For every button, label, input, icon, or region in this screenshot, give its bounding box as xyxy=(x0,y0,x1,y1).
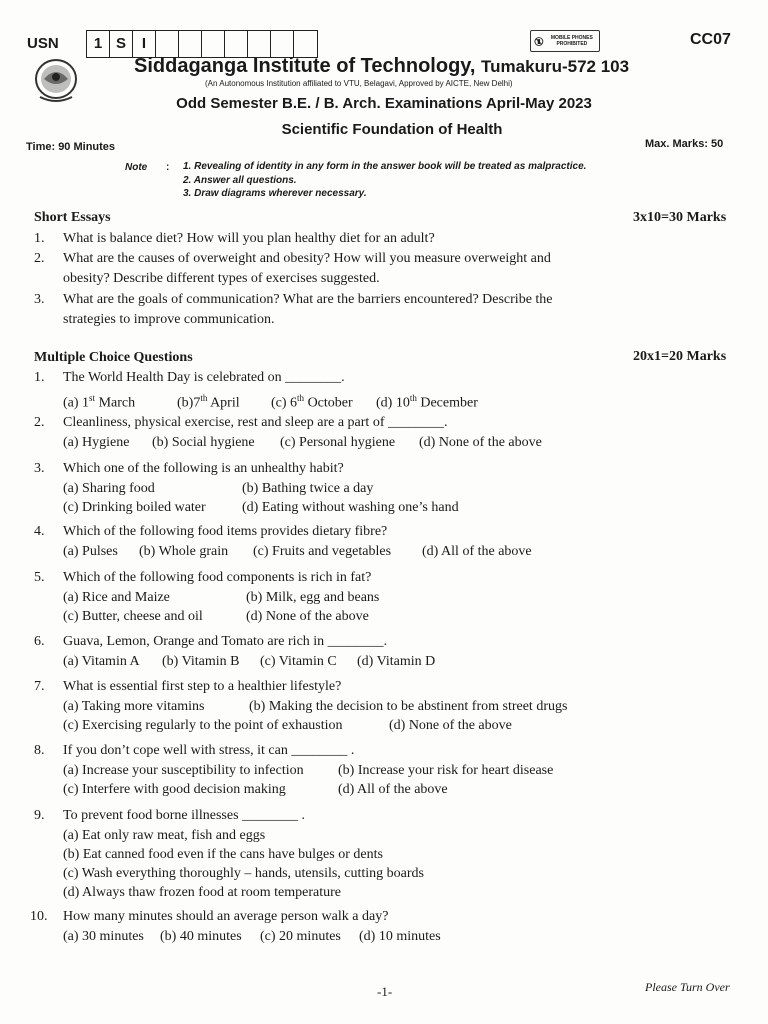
options-row xyxy=(63,864,734,883)
no-phone-icon xyxy=(534,34,544,49)
institute-location: Tumakuru-572 103 xyxy=(481,57,630,76)
option: (d) Eating without washing one’s hand xyxy=(242,500,459,515)
institute-name-text: Siddaganga Institute of Technology, xyxy=(134,55,476,77)
option: (a) Hygiene xyxy=(63,435,130,450)
mcq-question xyxy=(34,677,734,735)
option: (b)7th April xyxy=(177,393,240,411)
option: (d) Always thaw frozen food at room temperature xyxy=(63,885,341,900)
options-row xyxy=(63,433,734,452)
usn-box xyxy=(225,31,248,57)
question-text: The World Health Day is celebrated on ________. xyxy=(63,370,345,385)
options-row xyxy=(63,542,734,561)
usn-box xyxy=(156,31,179,57)
mcq-question xyxy=(34,806,734,902)
option: (d) 10 minutes xyxy=(359,929,441,944)
option: (d) All of the above xyxy=(422,544,532,559)
option: (a) Sharing food xyxy=(63,481,155,496)
question-number: 1. xyxy=(34,370,45,385)
options-row xyxy=(63,607,734,626)
option: (a) Rice and Maize xyxy=(63,590,170,605)
page-number: -1- xyxy=(377,984,393,999)
question-number: 5. xyxy=(34,570,45,585)
options-row xyxy=(63,479,734,498)
mcq-question xyxy=(34,522,734,561)
option: (c) Personal hygiene xyxy=(280,435,396,450)
option: (b) Milk, egg and beans xyxy=(246,590,380,605)
option: (b) Making the decision to be abstinent from street drugs xyxy=(249,699,568,714)
question-text: If you don’t cope well with stress, it can ________ . xyxy=(63,743,355,758)
option: (a) Taking more vitamins xyxy=(63,699,205,714)
question-text: What is balance diet? How will you plan healthy diet for an adult? xyxy=(63,231,435,246)
mcq-heading: Multiple Choice Questions xyxy=(34,350,193,365)
question-number: 6. xyxy=(34,634,45,649)
option: (c) Drinking boiled water xyxy=(63,500,206,515)
question-text: Cleanliness, physical exercise, rest and sleep are a part of ________. xyxy=(63,415,448,430)
usn-box xyxy=(179,31,202,57)
question-text: strategies to improve communication. xyxy=(63,312,275,327)
short-essays-heading: Short Essays xyxy=(34,210,111,225)
option: (c) Exercising regularly to the point of exhaustion xyxy=(63,718,343,733)
mcq-marks: 20x1=20 Marks xyxy=(633,349,727,364)
max-marks: Max. Marks: 50 xyxy=(645,138,724,150)
question-text: Which of the following food items provides dietary fibre? xyxy=(63,524,388,539)
options-row xyxy=(63,588,734,607)
question-number: 4. xyxy=(34,524,45,539)
option: (a) Pulses xyxy=(63,544,118,559)
option: (c) 20 minutes xyxy=(260,929,341,944)
mcq-question xyxy=(34,568,734,626)
option: (d) All of the above xyxy=(338,782,448,797)
option: (d) None of the above xyxy=(246,609,369,624)
mcq-question xyxy=(34,368,734,411)
usn-box: I xyxy=(133,31,156,57)
question-number: 1. xyxy=(34,231,45,246)
note-item: 3. Draw diagrams wherever necessary. xyxy=(183,188,367,199)
essay-question xyxy=(34,290,734,330)
options-row xyxy=(63,697,734,716)
essay-question xyxy=(34,229,734,249)
note-label: Note xyxy=(125,162,148,173)
options-row xyxy=(63,388,734,411)
question-number: 3. xyxy=(34,461,45,476)
mcq-question xyxy=(34,459,734,517)
usn-box: S xyxy=(110,31,133,57)
option: (c) Fruits and vegetables xyxy=(253,544,392,559)
usn-label: USN xyxy=(27,35,59,52)
options-row xyxy=(63,780,734,799)
options-row xyxy=(63,883,734,902)
options-row xyxy=(63,927,734,946)
subject-title: Scientific Foundation of Health xyxy=(281,121,503,138)
option: (d) None of the above xyxy=(419,435,542,450)
note-item: 1. Revealing of identity in any form in the answer book will be treated as malpractice. xyxy=(183,161,587,172)
question-text: What are the causes of overweight and obesity? How will you measure overweight and xyxy=(63,251,551,266)
options-row xyxy=(63,716,734,735)
option: (b) Eat canned food even if the cans have bulges or dents xyxy=(63,847,383,862)
options-row xyxy=(63,761,734,780)
badge-text: MOBILE PHONES PROHIBITED xyxy=(550,35,593,47)
exam-title: Odd Semester B.E. / B. Arch. Examinations April-May 2023 xyxy=(176,95,592,112)
question-text: Which one of the following is an unhealthy habit? xyxy=(63,461,344,476)
question-text: What are the goals of communication? What are the barriers encountered? Describe the xyxy=(63,292,553,307)
mcq-question xyxy=(34,413,734,452)
question-number: 3. xyxy=(34,292,45,307)
institute-subtitle: (An Autonomous Institution affiliated to VTU, Belagavi, Approved by AICTE, New Delhi) xyxy=(205,79,513,88)
question-number: 8. xyxy=(34,743,45,758)
option: (a) 30 minutes xyxy=(63,929,144,944)
usn-box: 1 xyxy=(87,31,110,57)
usn-box xyxy=(248,31,271,57)
usn-boxes xyxy=(86,30,318,58)
notes-list xyxy=(183,160,586,201)
note-item: 2. Answer all questions. xyxy=(183,174,297,186)
note-colon: : xyxy=(166,162,170,173)
option: (b) Vitamin B xyxy=(162,654,240,669)
mcq-question xyxy=(34,632,734,671)
option: (b) Social hygiene xyxy=(152,435,255,450)
option: (c) Vitamin C xyxy=(260,654,337,669)
question-number: 9. xyxy=(34,808,45,823)
question-text: How many minutes should an average person walk a day? xyxy=(63,909,389,924)
options-row xyxy=(63,652,734,671)
options-row xyxy=(63,845,734,864)
option: (a) Eat only raw meat, fish and eggs xyxy=(63,828,266,843)
usn-box xyxy=(294,31,317,57)
question-text: obesity? Describe different types of exercises suggested. xyxy=(63,271,380,286)
question-text: What is essential first step to a healthier lifestyle? xyxy=(63,679,342,694)
usn-box xyxy=(202,31,225,57)
usn-box xyxy=(271,31,294,57)
question-number: 10. xyxy=(30,909,48,924)
institute-name xyxy=(134,55,629,78)
question-number: 2. xyxy=(34,251,45,266)
question-text: Which of the following food components is rich in fat? xyxy=(63,570,372,585)
option: (a) Increase your susceptibility to infection xyxy=(63,763,304,778)
option: (a) 1st March xyxy=(63,393,136,411)
paper-code: CC07 xyxy=(690,31,731,48)
option: (c) Butter, cheese and oil xyxy=(63,609,203,624)
question-number: 7. xyxy=(34,679,45,694)
option: (d) 10th December xyxy=(376,393,478,411)
mobile-phones-prohibited-badge xyxy=(530,30,600,52)
mcq-question xyxy=(30,907,734,946)
question-text: Guava, Lemon, Orange and Tomato are rich in ________. xyxy=(63,634,388,649)
question-number: 2. xyxy=(34,415,45,430)
option: (b) 40 minutes xyxy=(160,929,242,944)
option: (d) Vitamin D xyxy=(357,654,436,669)
question-text: To prevent food borne illnesses ________ . xyxy=(63,808,306,823)
please-turn-over: Please Turn Over xyxy=(645,980,730,994)
option: (a) Vitamin A xyxy=(63,654,140,669)
option: (d) None of the above xyxy=(389,718,512,733)
short-essays-marks: 3x10=30 Marks xyxy=(633,210,727,225)
essay-question xyxy=(34,249,734,289)
exam-time: Time: 90 Minutes xyxy=(26,141,116,153)
options-row xyxy=(63,826,734,845)
options-row xyxy=(63,498,734,517)
option: (c) Wash everything thoroughly – hands, utensils, cutting boards xyxy=(63,866,424,881)
option: (b) Bathing twice a day xyxy=(242,481,374,496)
option: (b) Increase your risk for heart disease xyxy=(338,763,554,778)
option: (c) 6th October xyxy=(271,393,353,411)
mcq-question xyxy=(34,741,734,799)
option: (c) Interfere with good decision making xyxy=(63,782,286,797)
option: (b) Whole grain xyxy=(139,544,229,559)
